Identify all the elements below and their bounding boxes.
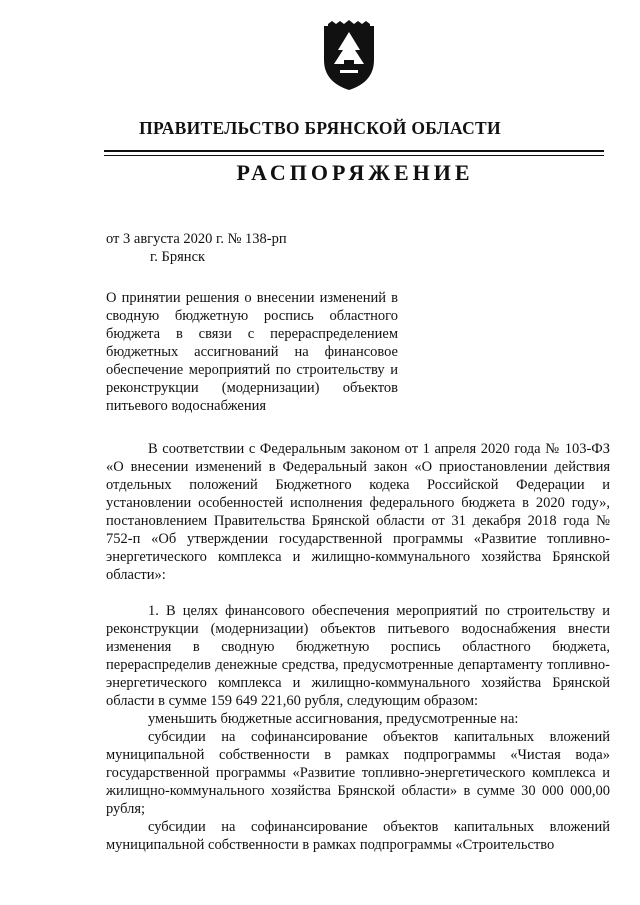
document-subject: О принятии решения о внесении изменений в сводную бюджетную роспись областного бюджета в связи с перераспределением бюджетных ассигнований на финансовое обеспечение мероприятий по строительству и реконструкции (модернизации) объектов питьевого водоснабжения (106, 290, 398, 414)
clause-paragraph: 1. В целях финансового обеспечения мероприятий по строительству и реконструкции (модернизации) объектов питьевого водоснабжения внести изменения в сводную бюджетную роспись областного бюджета, перераспределив денежные средства, предусмотренные департаменту топливно-энергетического комплекса и жилищно-коммунального хозяйства Брянской области в сумме 159 649 221,60 рубля, следующим образом: (106, 603, 610, 709)
document-city: г. Брянск (150, 249, 206, 265)
coat-of-arms-emblem (320, 20, 378, 92)
organization-title: ПРАВИТЕЛЬСТВО БРЯНСКОЙ ОБЛАСТИ (139, 118, 501, 138)
header-divider-thick (104, 150, 604, 152)
clause-paragraph: уменьшить бюджетные ассигнования, предусмотренные на: (148, 711, 519, 727)
header-divider-thin (104, 155, 604, 156)
document-type-title: РАСПОРЯЖЕНИЕ (236, 160, 474, 185)
clause-paragraph: субсидии на софинансирование объектов капитальных вложений муниципальной собственности в рамках подпрограммы «Чистая вода» государственной программы «Развитие топливно-энергетического комплекса и жилищно-коммунального хозяйства Брянской области» в сумме 30 000 000,00 рубля; (106, 729, 610, 817)
preamble-section (106, 440, 610, 584)
preamble-paragraph: В соответствии с Федеральным законом от 1 апреля 2020 года № 103-ФЗ «О внесении изменений в Федеральный закон «О приостановлении действия отдельных положений Бюджетного кодека Российской Федерации и установлении особенностей исполнения федерального бюджета в 2020 году», постановлением Правительства Брянской области от 31 декабря 2018 года № 752-п «Об утверждении государственной программы «Развитие топливно-энергетического комплекса и жилищно-коммунального хозяйства Брянской области»: (106, 441, 610, 583)
document-date-number: от 3 августа 2020 г. № 138-рп (106, 231, 287, 247)
clause-paragraph: субсидии на софинансирование объектов капитальных вложений муниципальной собственности в рамках подпрограммы «Строительство (106, 819, 610, 853)
clauses-section (106, 602, 610, 854)
